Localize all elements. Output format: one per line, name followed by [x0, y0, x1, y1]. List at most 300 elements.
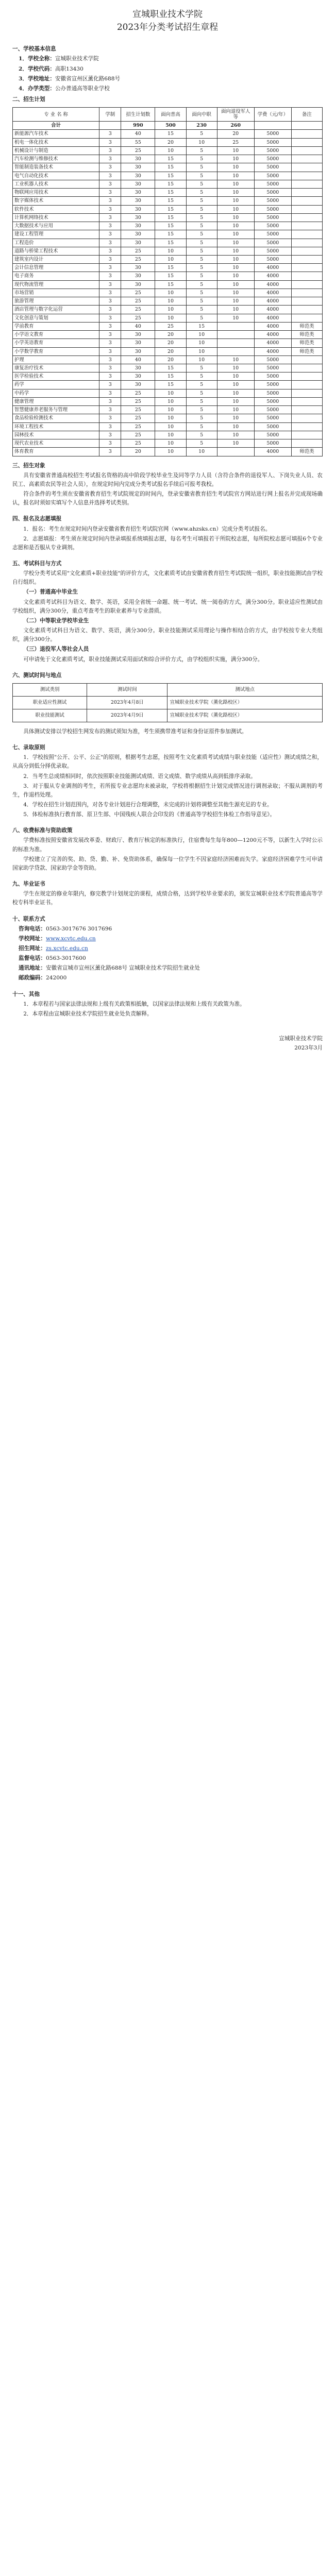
table-cell: 3	[99, 355, 121, 364]
table-cell: 5	[186, 222, 217, 230]
major-name-cell: 现代物流管理	[13, 280, 99, 289]
column-header: 测试时间	[87, 683, 167, 696]
sub-heading: （三）退役军人等社会人员	[23, 646, 89, 653]
info-item: 3．学校地址：安徽省宣州区薰化路688号	[19, 75, 121, 82]
column-header: 招生计划数	[121, 108, 155, 122]
table-row	[13, 205, 323, 213]
major-name-cell: 环境工程技术	[13, 422, 99, 431]
table-cell	[291, 397, 322, 405]
plan-header-row	[13, 108, 323, 122]
table-cell: 10	[217, 439, 254, 448]
table-cell: 3	[99, 347, 121, 355]
table-cell: 15	[155, 213, 186, 222]
paragraph: 学校建立了完善的奖、助、贷、勤、补、免资助体系，确保每一位学生不因家庭经济困难而失学。家庭经济困难学生可申请国家助学贷款、国家助学金等资助。	[12, 856, 323, 871]
table-cell	[217, 339, 254, 347]
table-cell: 5	[186, 163, 217, 172]
paragraph: 1．报名：考生在规定时间内登录安徽省教育招生考试院官网（www.ahzsks.cn）完成分类考试报名。	[23, 526, 271, 532]
table-cell: 5	[186, 289, 217, 297]
table-cell: 25	[155, 322, 186, 330]
paragraph: 具有安徽省普通高校招生考试报名资格的高中阶段学校毕业生及同等学力人员（含符合条件的退役军人、下岗失业人员、农民工、高素质农民等社会人员），在规定时间内完成分类考试报名手续后可报考我校。	[12, 472, 323, 487]
table-cell: 30	[121, 163, 155, 172]
table-cell	[291, 189, 322, 197]
table-cell: 25	[217, 138, 254, 146]
table-cell: 3	[99, 222, 121, 230]
table-cell: 10	[155, 289, 186, 297]
paragraph: 可申请免于文化素质考试，职业技能测试采用面试和综合评价方式，由学校组织实施，满分300分。	[23, 656, 263, 663]
section-heading-schedule: 六、测试时间与地点	[12, 672, 62, 679]
table-cell: 15	[155, 264, 186, 272]
table-cell: 3	[99, 431, 121, 439]
title-line-1: 宣城职业技术学院	[132, 9, 203, 20]
table-cell: 25	[121, 289, 155, 297]
info-list	[12, 55, 323, 93]
table-cell: 20	[155, 339, 186, 347]
major-name-cell: 机械设计与制造	[13, 146, 99, 155]
table-cell: 5000	[254, 163, 291, 172]
table-cell: 20	[155, 355, 186, 364]
table-row	[13, 381, 323, 389]
table-cell: 30	[121, 230, 155, 239]
table-cell: 10	[217, 289, 254, 297]
table-cell: 15	[155, 381, 186, 389]
table-cell: 25	[121, 397, 155, 405]
table-row	[13, 130, 323, 138]
column-header: 学制	[99, 108, 121, 122]
table-cell: 5	[186, 381, 217, 389]
table-cell: 5	[186, 155, 217, 163]
table-cell	[291, 264, 322, 272]
table-cell: 20	[155, 138, 186, 146]
table-row	[13, 339, 323, 347]
major-name-cell: 学前教育	[13, 322, 99, 330]
table-cell: 15	[155, 230, 186, 239]
table-cell: 5	[186, 364, 217, 372]
table-cell: 4000	[254, 297, 291, 306]
major-name-cell: 道路与桥梁工程技术	[13, 247, 99, 255]
table-cell: 5000	[254, 180, 291, 188]
table-cell: 5000	[254, 255, 291, 263]
table-cell: 5000	[254, 222, 291, 230]
table-cell: 15	[155, 197, 186, 205]
table-row	[13, 272, 323, 280]
table-cell	[291, 422, 322, 431]
table-cell: 25	[121, 414, 155, 422]
table-cell: 30	[121, 180, 155, 188]
table-cell	[291, 314, 322, 322]
table-row	[13, 355, 323, 364]
paragraph: 2．志愿填报：考生须在规定时间内登录填报系统填报志愿，每名考生可填报若干所院校志愿，每所院校志愿可填报6个专业志愿和是否服从专业调剂。	[12, 535, 323, 551]
table-cell: 10	[217, 189, 254, 197]
table-cell: 4000	[254, 448, 291, 456]
table-cell: 10	[217, 146, 254, 155]
paragraph: 符合条件的考生须在安徽省教育招生考试院规定的时间内，登录安徽省教育招生考试院官方网站进行网上报名并完成现场确认，报名时须如实填写个人信息并选择考试类别。	[12, 491, 323, 506]
table-cell: 15	[155, 272, 186, 280]
table-cell: 10	[155, 431, 186, 439]
major-name-cell: 市场营销	[13, 289, 99, 297]
table-row	[13, 155, 323, 163]
table-cell	[291, 180, 322, 188]
table-row	[13, 306, 323, 314]
table-cell: 4000	[254, 280, 291, 289]
table-cell: 15	[155, 280, 186, 289]
table-cell: 15	[186, 322, 217, 330]
table-cell	[291, 364, 322, 372]
table-cell: 5000	[254, 406, 291, 414]
table-cell: 5000	[254, 213, 291, 222]
table-cell: 5	[186, 239, 217, 247]
table-cell: 5	[186, 422, 217, 431]
table-cell: 5000	[254, 138, 291, 146]
table-cell: 3	[99, 439, 121, 448]
table-cell: 5000	[254, 372, 291, 381]
table-cell: 4000	[254, 339, 291, 347]
table-cell: 10	[217, 230, 254, 239]
table-cell	[291, 230, 322, 239]
table-row	[13, 431, 323, 439]
table-cell: 15	[155, 155, 186, 163]
table-row	[13, 389, 323, 397]
info-item: 1．学校全称：宣城职业技术学院	[19, 56, 99, 62]
table-row: 职业技能测试 2023年4月9日 宣城职业技术学院（薰化路校区）	[13, 709, 323, 722]
column-header: 学费（元/年）	[254, 108, 291, 122]
total-row: 合计 990 500 230 260	[13, 122, 323, 130]
admission-website-link[interactable]: zs.xcvtc.edu.cn	[45, 945, 88, 952]
table-cell: 5	[186, 389, 217, 397]
table-row	[13, 239, 323, 247]
school-website-link[interactable]: www.xcvtc.edu.cn	[45, 935, 96, 942]
table-cell: 5000	[254, 239, 291, 247]
table-cell: 4000	[254, 322, 291, 330]
table-cell	[291, 372, 322, 381]
table-cell: 3	[99, 364, 121, 372]
table-cell: 5	[186, 297, 217, 306]
paragraph: 2．本章程由宣城职业技术学院招生就业处负责解释。	[23, 1010, 153, 1017]
table-cell: 4000	[254, 264, 291, 272]
table-cell: 10	[186, 448, 217, 456]
table-cell: 4000	[254, 306, 291, 314]
table-cell: 3	[99, 280, 121, 289]
table-cell	[291, 213, 322, 222]
major-name-cell: 中药学	[13, 389, 99, 397]
table-cell: 10	[217, 389, 254, 397]
major-name-cell: 汽车检测与维修技术	[13, 155, 99, 163]
table-cell: 10	[217, 372, 254, 381]
table-cell: 10	[155, 448, 186, 456]
table-cell: 5000	[254, 389, 291, 397]
column-header: 测试类别	[13, 683, 87, 696]
table-row	[13, 138, 323, 146]
table-cell: 5000	[254, 230, 291, 239]
table-row	[13, 448, 323, 456]
table-cell: 3	[99, 189, 121, 197]
table-cell: 3	[99, 422, 121, 431]
table-cell: 3	[99, 381, 121, 389]
table-cell: 5000	[254, 397, 291, 405]
table-cell: 3	[99, 255, 121, 263]
page-title	[12, 8, 323, 33]
table-cell: 30	[121, 381, 155, 389]
contact-item: 邮政编码：242000	[19, 975, 67, 981]
signature-date: 2023年3月	[294, 1045, 323, 1052]
table-cell: 40	[121, 355, 155, 364]
major-name-cell: 酒店管理与数字化运营	[13, 306, 99, 314]
table-cell: 10	[217, 239, 254, 247]
table-cell: 3	[99, 180, 121, 188]
table-cell	[291, 297, 322, 306]
table-cell: 5000	[254, 189, 291, 197]
table-cell: 10	[217, 297, 254, 306]
table-cell: 师范类	[291, 331, 322, 339]
table-cell: 40	[121, 322, 155, 330]
table-cell: 10	[155, 255, 186, 263]
section-heading-objects: 三、招生对象	[12, 462, 45, 469]
table-cell	[291, 205, 322, 213]
table-cell: 5000	[254, 155, 291, 163]
table-row	[13, 314, 323, 322]
table-cell	[291, 163, 322, 172]
table-cell: 3	[99, 264, 121, 272]
table-cell: 30	[121, 155, 155, 163]
table-cell: 10	[155, 406, 186, 414]
major-name-cell: 智能制造装备技术	[13, 163, 99, 172]
table-cell: 15	[155, 372, 186, 381]
table-cell	[291, 155, 322, 163]
table-cell: 25	[121, 422, 155, 431]
table-cell: 25	[121, 306, 155, 314]
column-header: 备注	[291, 108, 322, 122]
table-row	[13, 213, 323, 222]
table-cell	[291, 381, 322, 389]
table-cell: 5	[186, 264, 217, 272]
table-cell: 10	[217, 406, 254, 414]
table-cell: 10	[217, 205, 254, 213]
table-cell: 10	[217, 431, 254, 439]
table-row	[13, 222, 323, 230]
contact-item: 招生网址：zs.xcvtc.edu.cn	[19, 945, 88, 952]
major-name-cell: 小学数学教育	[13, 347, 99, 355]
table-row	[13, 163, 323, 172]
table-cell: 5000	[254, 422, 291, 431]
table-cell: 30	[121, 222, 155, 230]
table-cell: 10	[217, 280, 254, 289]
table-cell	[291, 355, 322, 364]
section-heading-info: 一、学校基本信息	[12, 46, 56, 53]
table-cell	[291, 280, 322, 289]
table-cell	[291, 138, 322, 146]
table-cell: 5	[186, 314, 217, 322]
table-cell	[291, 439, 322, 448]
table-cell: 30	[121, 339, 155, 347]
table-cell	[291, 222, 322, 230]
table-cell: 20	[121, 448, 155, 456]
contact-item: 学校网址：www.xcvtc.edu.cn	[19, 935, 96, 942]
table-cell: 10	[155, 314, 186, 322]
table-cell: 30	[121, 264, 155, 272]
table-cell: 25	[121, 389, 155, 397]
table-cell: 3	[99, 130, 121, 138]
table-cell: 3	[99, 213, 121, 222]
section-heading-fees: 八、收费标准与资助政策	[12, 827, 73, 834]
major-name-cell: 工业机器人技术	[13, 180, 99, 188]
table-cell	[291, 306, 322, 314]
major-name-cell: 旅游管理	[13, 297, 99, 306]
table-cell: 5	[186, 255, 217, 263]
major-name-cell: 工程造价	[13, 239, 99, 247]
document	[12, 5, 323, 1053]
paragraph: 学校分类考试采用"文化素质+职业技能"的评价方式，文化素质考试由安徽省教育招生考试院统一组织，职业技能测试由学校自行组织。	[12, 570, 323, 586]
column-header: 面向普高	[155, 108, 186, 122]
contact-item: 咨询电话：0563-3017676 3017696	[19, 925, 112, 932]
paragraph: 具体测试安排以学校招生网发布的测试须知为准，考生须携带准考证和身份证原件参加测试。	[23, 728, 247, 735]
section-heading-plan: 二、招生计划	[12, 96, 45, 103]
major-name-cell: 文化创意与策划	[13, 314, 99, 322]
table-cell: 3	[99, 247, 121, 255]
major-name-cell: 护理	[13, 355, 99, 364]
enrollment-plan-table	[12, 107, 323, 456]
table-cell	[291, 247, 322, 255]
table-row	[13, 297, 323, 306]
major-name-cell: 电子商务	[13, 272, 99, 280]
table-row	[13, 439, 323, 448]
table-cell: 10	[217, 222, 254, 230]
major-name-cell: 建筑室内设计	[13, 255, 99, 263]
paragraph: 4．学校在招生计划范围内，对各专业计划进行合理调整，未完成的计划将调整至其他生源充足的专业。	[23, 801, 273, 808]
table-cell: 25	[121, 439, 155, 448]
section-heading-exam: 五、考试科目与方式	[12, 561, 62, 567]
table-cell: 10	[217, 381, 254, 389]
table-cell: 10	[155, 306, 186, 314]
table-cell: 5000	[254, 431, 291, 439]
table-cell: 10	[217, 364, 254, 372]
table-cell: 5	[186, 172, 217, 180]
table-cell: 10	[217, 272, 254, 280]
table-cell: 20	[217, 130, 254, 138]
table-cell: 10	[217, 213, 254, 222]
signature-block	[12, 1034, 323, 1053]
table-cell: 40	[121, 130, 155, 138]
info-item: 4．办学类型：公办普通高等职业学校	[19, 85, 110, 92]
table-cell: 30	[121, 197, 155, 205]
table-cell: 4000	[254, 314, 291, 322]
table-cell: 5000	[254, 172, 291, 180]
major-name-cell: 大数据技术与应用	[13, 222, 99, 230]
major-name-cell: 小学语文教育	[13, 331, 99, 339]
table-cell: 25	[121, 146, 155, 155]
table-cell: 10	[217, 197, 254, 205]
table-cell: 10	[217, 306, 254, 314]
table-cell: 5	[186, 397, 217, 405]
table-cell: 3	[99, 205, 121, 213]
table-cell: 30	[121, 189, 155, 197]
table-cell: 10	[217, 264, 254, 272]
table-cell: 25	[121, 431, 155, 439]
table-cell: 10	[217, 247, 254, 255]
table-row	[13, 146, 323, 155]
table-cell: 10	[217, 155, 254, 163]
table-cell: 5	[186, 406, 217, 414]
table-cell	[291, 172, 322, 180]
table-cell: 3	[99, 389, 121, 397]
table-cell: 3	[99, 163, 121, 172]
table-cell: 5	[186, 280, 217, 289]
major-name-cell: 体育教育	[13, 448, 99, 456]
contact-list	[12, 925, 323, 983]
table-cell: 4000	[254, 331, 291, 339]
table-cell: 10	[186, 339, 217, 347]
table-cell: 3	[99, 414, 121, 422]
table-cell: 5	[186, 213, 217, 222]
table-cell: 10	[217, 163, 254, 172]
major-name-cell: 健康管理	[13, 397, 99, 405]
table-cell: 10	[217, 180, 254, 188]
table-cell: 4000	[254, 272, 291, 280]
signature-org: 宣城职业技术学院	[279, 1036, 323, 1042]
table-row	[13, 255, 323, 263]
table-row	[13, 322, 323, 330]
major-name-cell: 数字媒体技术	[13, 197, 99, 205]
table-cell: 10	[217, 355, 254, 364]
major-name-cell: 机电一体化技术	[13, 138, 99, 146]
table-cell: 15	[155, 130, 186, 138]
section-heading-misc: 十一、其他	[12, 991, 40, 997]
table-row	[13, 180, 323, 188]
table-cell: 15	[155, 239, 186, 247]
table-cell: 3	[99, 322, 121, 330]
table-row	[13, 331, 323, 339]
table-cell: 3	[99, 155, 121, 163]
table-cell: 3	[99, 239, 121, 247]
table-cell: 5000	[254, 364, 291, 372]
table-cell: 5000	[254, 130, 291, 138]
table-cell: 10	[155, 422, 186, 431]
table-cell: 3	[99, 397, 121, 405]
paragraph: 3．对于服从专业调剂的考生，若所报专业志愿均未被录取，学校将根据招生计划完成情况进行调剂录取；不服从调剂的考生，作退档处理。	[12, 783, 323, 798]
table-cell	[291, 414, 322, 422]
table-cell: 5000	[254, 205, 291, 213]
major-name-cell: 园林技术	[13, 431, 99, 439]
table-cell: 15	[155, 205, 186, 213]
table-row	[13, 247, 323, 255]
table-cell: 15	[155, 163, 186, 172]
major-name-cell: 会计信息管理	[13, 264, 99, 272]
table-cell: 3	[99, 230, 121, 239]
table-cell: 3	[99, 306, 121, 314]
paragraph: 2．当考生总成绩相同时，依次按照职业技能测试成绩、语文成绩、数学成绩从高到低排序录取。	[23, 773, 256, 779]
major-name-cell: 食品检验检测技术	[13, 414, 99, 422]
major-name-cell: 物联网应用技术	[13, 189, 99, 197]
major-name-cell: 软件技术	[13, 205, 99, 213]
table-cell	[291, 130, 322, 138]
table-cell	[291, 289, 322, 297]
major-name-cell: 医学检验技术	[13, 372, 99, 381]
table-cell: 3	[99, 339, 121, 347]
column-header: 面向退役军人等	[217, 108, 254, 122]
table-cell: 3	[99, 146, 121, 155]
table-cell: 5000	[254, 146, 291, 155]
paragraph: 学费标准按照安徽省发展改革委、财政厅、教育厅核定的标准执行，住宿费每生每年800—1200元不等，以新生入学时公示的标准为准。	[12, 837, 323, 853]
table-cell: 3	[99, 406, 121, 414]
table-cell: 30	[121, 372, 155, 381]
table-cell: 5	[186, 180, 217, 188]
table-cell: 5000	[254, 355, 291, 364]
table-cell: 3	[99, 138, 121, 146]
major-name-cell: 智慧健康养老服务与管理	[13, 406, 99, 414]
table-cell: 3	[99, 297, 121, 306]
section-heading-admit: 七、录取原则	[12, 744, 45, 751]
paragraph: 1．学校按照"公开、公平、公正"的原则，根据考生志愿，按照考生文化素质考试成绩与职业技能（适应性）测试成绩之和，从高分到低分择优录取。	[12, 754, 323, 770]
table-cell: 55	[121, 138, 155, 146]
table-cell: 师范类	[291, 339, 322, 347]
